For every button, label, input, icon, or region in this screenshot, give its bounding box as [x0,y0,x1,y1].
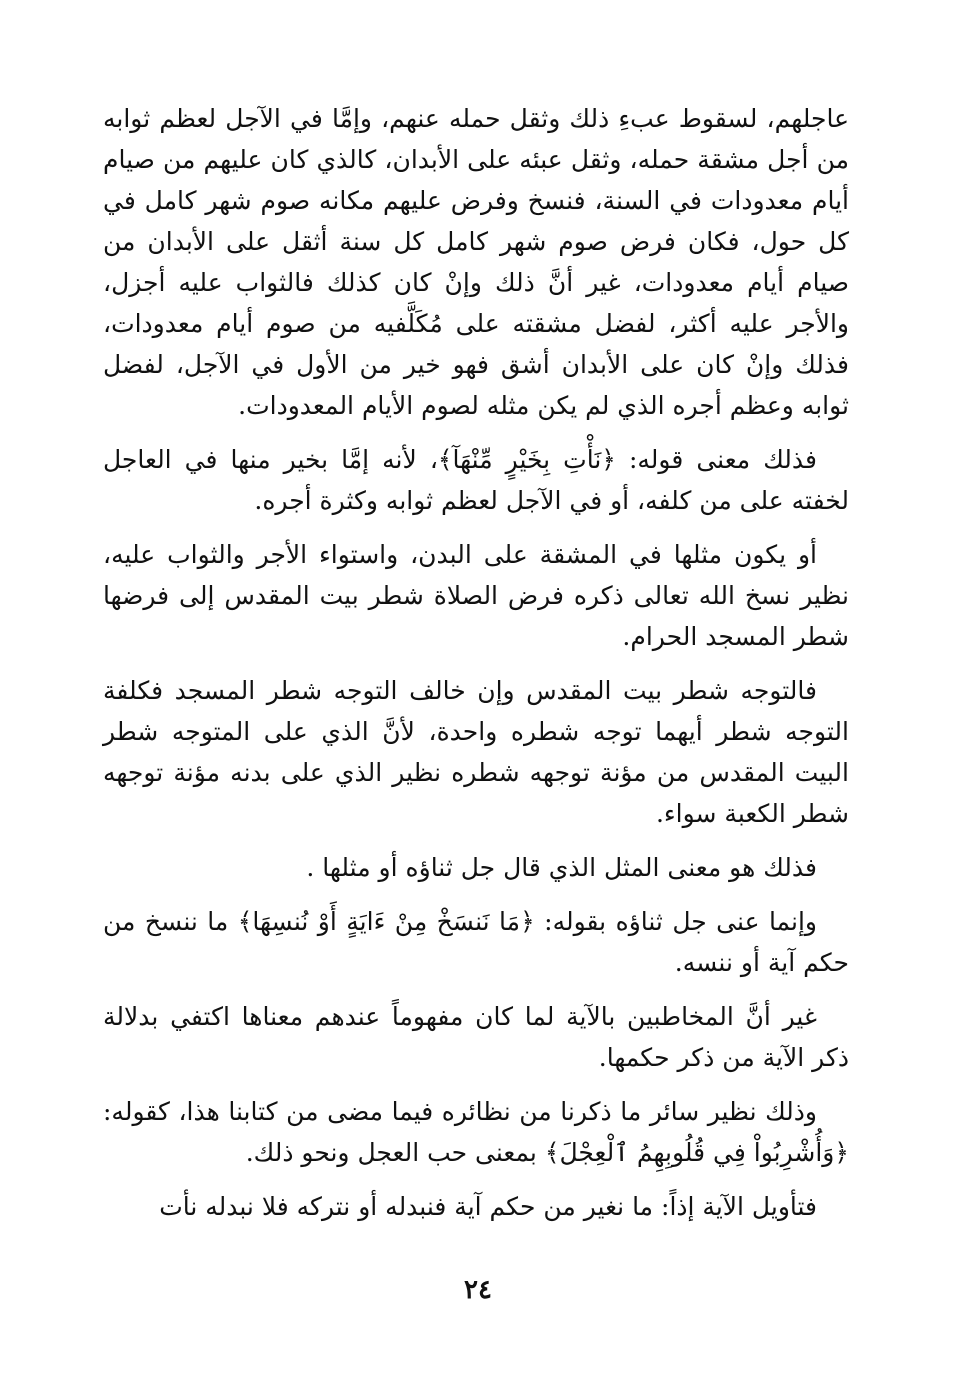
paragraph-6: وإنما عنى جل ثناؤه بقوله: ﴿مَا نَنسَخْ مِنْ ءَايَةٍ أَوْ نُنسِهَا﴾ ما ننسخ من حكم آية أو ننسه. [103,907,849,977]
paragraph-8: وذلك نظير سائر ما ذكرنا من نظائره فيما مضى من كتابنا هذا، كقوله: ﴿وَأُشْرِبُواْ فِي قُلُوبِهِمُ ٱلْعِجْلَ﴾ بمعنى حب العجل ونحو ذلك. [103,1097,849,1167]
page-body-text [103,98,849,1227]
paragraph-5: فذلك هو معنى المثل الذي قال جل ثناؤه أو مثلها . [306,853,817,882]
paragraph-4: فالتوجه شطر بيت المقدس وإن خالف التوجه شطر المسجد فكلفة التوجه شطر أيهما توجه شطره واحدة، لأنَّ الذي على المتوجه شطر البيت المقدس من مؤنة توجهه شطره نظير الذي على بدنه مؤنة توجهه شطر الكعبة سواء. [103,676,849,828]
paragraph-9: فتأويل الآية إذاً: ما نغير من حكم آية فنبدله أو نتركه فلا نبدله نأت [159,1192,817,1221]
paragraph-2: فذلك معنى قوله: ﴿نَأْتِ بِخَيْرٍ مِّنْهَآ﴾، لأنه إمَّا بخير منها في العاجل لخفته على من كلفه، أو في الآجل لعظم ثوابه وكثرة أجره. [103,445,849,515]
paragraph-3: أو يكون مثلها في المشقة على البدن، واستواء الأجر والثواب عليه، نظير نسخ الله تعالى ذكره فرض الصلاة شطر بيت المقدس إلى فرضها شطر المسجد الحرام. [103,540,849,651]
paragraph-7: غير أنَّ المخاطبين بالآية لما كان مفهوماً عندهم معناها اكتفي بدلالة ذكر الآية من ذكر حكمها. [103,1002,849,1072]
paragraph-1: عاجلهم، لسقوط عبءِ ذلك وثقل حمله عنهم، وإمَّا في الآجل لعظم ثوابه من أجل مشقة حمله، وثقل عبئه على الأبدان، كالذي كان عليهم من صيام أيام معدودات في السنة، فنسخ وفرض عليهم مكانه صوم شهر كامل في كل حول، فكان فرض صوم شهر كامل كل سنة أثقل على الأبدان من صيام أيام معدودات، غير أنَّ ذلك وإنْ كان كذلك فالثواب عليه أجزل، والأجر عليه أكثر، لفضل مشقته على مُكَلَّفيه من صوم أيام معدودات، فذلك وإنْ كان على الأبدان أشق فهو خير من الأول في الآجل، لفضل ثوابه وعظم أجره الذي لم يكن مثله لصوم الأيام المعدودات. [103,104,849,420]
page-number: ٢٤ [464,1275,492,1305]
